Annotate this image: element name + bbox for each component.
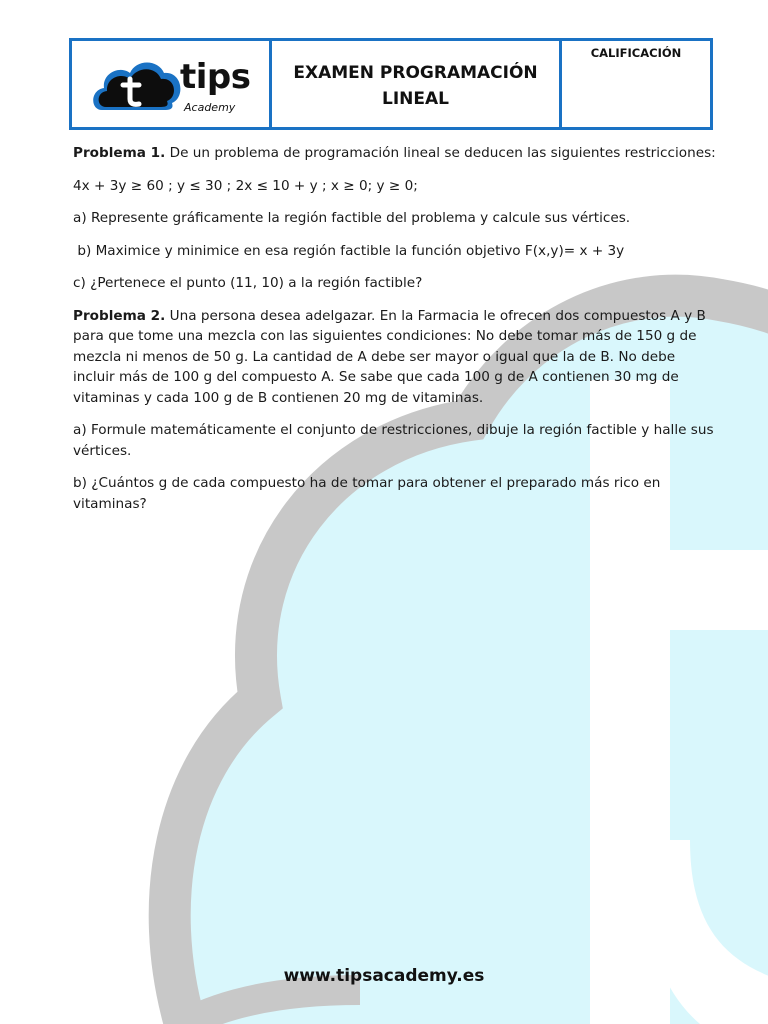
problem-1-part-c: c) ¿Pertenece el punto (11, 10) a la región factible? — [73, 275, 423, 291]
problem-1-part-b: b) Maximice y minimice en esa región factible la función objetivo F(x,y)= x + 3y — [73, 242, 625, 259]
problem-1-intro: De un problema de programación lineal se deducen las siguientes restricciones: — [165, 145, 716, 161]
logo-cell — [72, 41, 272, 127]
problem-1-statement — [73, 143, 721, 164]
exam-title: EXAMEN PROGRAMACIÓN LINEAL — [293, 63, 538, 109]
problem-2-statement — [73, 306, 721, 409]
logo-subtitle: Academy — [184, 101, 236, 114]
cloud-logo-icon — [92, 55, 182, 115]
footer-url[interactable]: www.tipsacademy.es — [283, 966, 485, 986]
logo-wordmark: tips — [180, 57, 251, 97]
problem-2-heading: Problema 2. — [73, 307, 166, 324]
problem-1-constraints: 4x + 3y ≥ 60 ; y ≤ 30 ; 2x ≤ 10 + y ; x ≥ 0; y ≥ 0; — [73, 177, 418, 194]
grade-cell — [562, 41, 710, 127]
problem-1-heading: Problema 1. — [73, 145, 166, 161]
problem-1-part-a: a) Represente gráficamente la región factible del problema y calcule sus vértices. — [73, 210, 631, 226]
exam-header — [69, 38, 713, 130]
title-cell — [272, 41, 562, 127]
grade-label: CALIFICACIÓN — [590, 46, 682, 60]
problem-2-part-b: b) ¿Cuántos g de cada compuesto ha de tomar para obtener el preparado más rico en vitaminas? — [73, 475, 661, 512]
exam-content — [73, 143, 721, 526]
problem-2-intro: Una persona desea adelgazar. En la Farmacia le ofrecen dos compuestos A y B para que tome una mezcla con las siguientes condiciones: No debe tomar más de 150 g de mezcla ni menos de 50 g. La cantidad de A debe ser mayor o igual que la de B. No debe incluir más de 100 g del compuesto A. Se sabe que cada 100 g de A contienen 30 mg de vitaminas y cada 100 g de B contienen 20 mg de vitaminas. — [73, 307, 706, 406]
problem-2-part-a: a) Formule matemáticamente el conjunto de restricciones, dibuje la región factible y halle sus vértices. — [73, 422, 714, 459]
